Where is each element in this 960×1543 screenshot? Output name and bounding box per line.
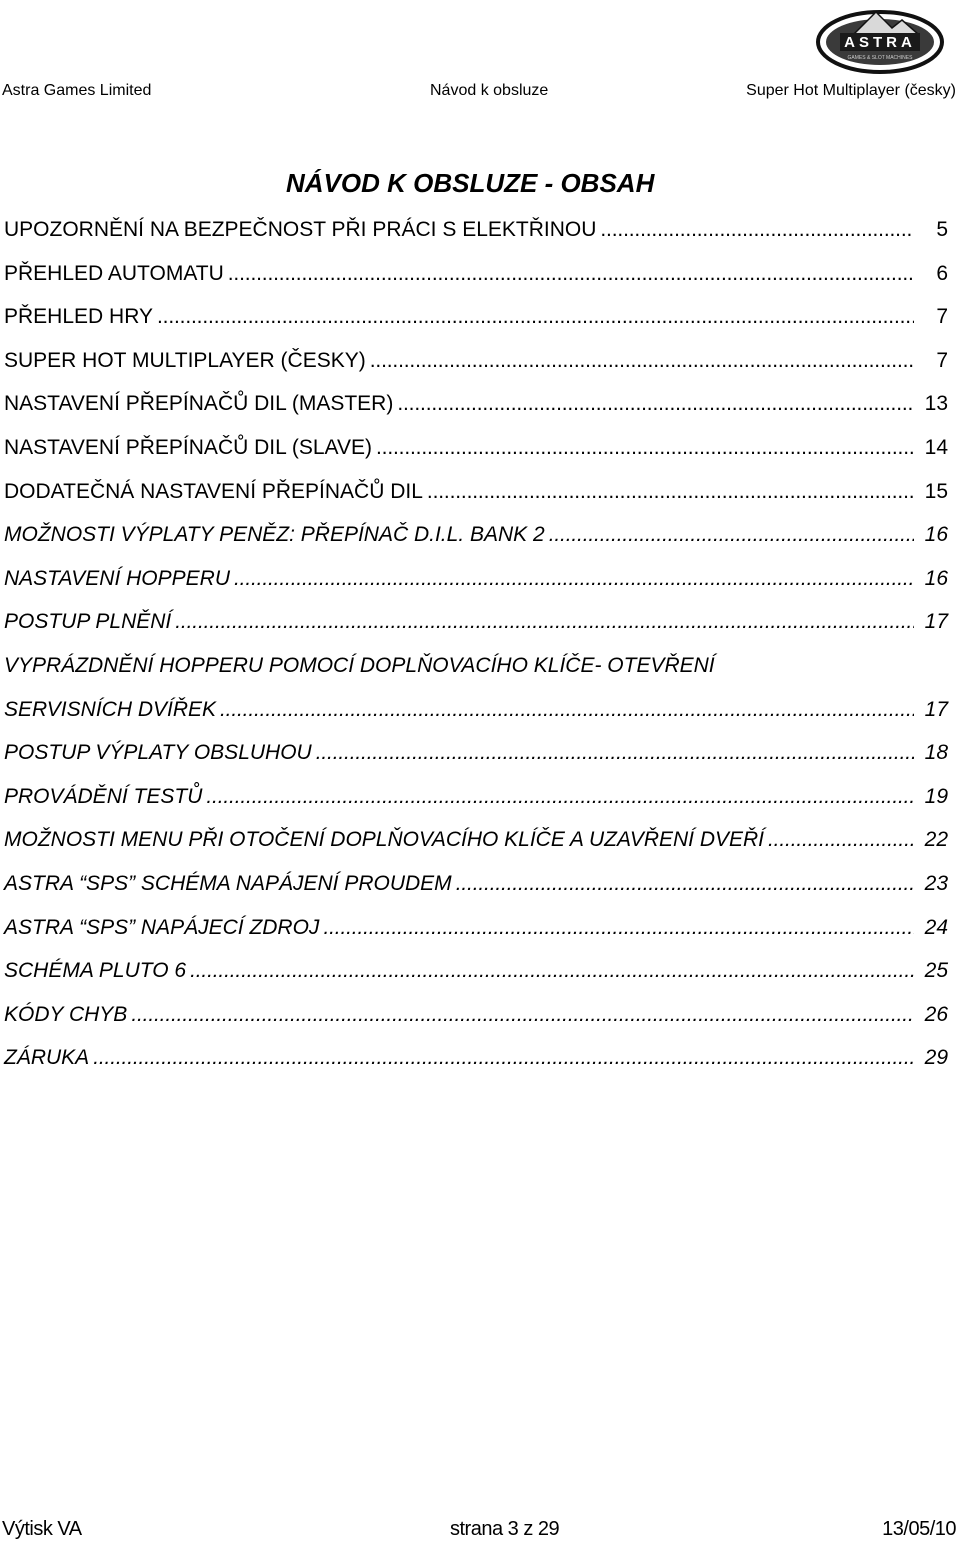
- toc-entry-label: SERVISNÍCH DVÍŘEK: [4, 697, 216, 721]
- footer-page-info: strana 3 z 29: [450, 1518, 560, 1540]
- toc-entry-label: SUPER HOT MULTIPLAYER (ČESKY): [4, 348, 366, 372]
- toc-leader-dots: [427, 474, 914, 510]
- toc-leader-dots: [175, 604, 914, 640]
- toc-leader-dots: [370, 343, 914, 379]
- toc-entry-page: 25: [924, 959, 948, 983]
- toc-entry-label: POSTUP PLNĚNÍ: [4, 610, 172, 634]
- toc-entry-label-line1: VYPRÁZDNĚNÍ HOPPERU POMOCÍ DOPLŇOVACÍHO KLÍČE- OTEVŘENÍ: [4, 653, 715, 677]
- toc-title: NÁVOD K OBSLUZE - OBSAH: [286, 168, 655, 198]
- toc-entry-page: 17: [924, 610, 948, 634]
- toc-entry[interactable]: [4, 212, 948, 256]
- toc-entry[interactable]: [4, 604, 948, 648]
- page-footer: [0, 1518, 960, 1542]
- toc-entry-label: PŘEHLED AUTOMATU: [4, 261, 224, 285]
- toc-entry-label: ASTRA “SPS” SCHÉMA NAPÁJENÍ PROUDEM: [4, 871, 452, 895]
- toc-entry-page: 15: [924, 479, 948, 503]
- toc-entry[interactable]: [4, 953, 948, 997]
- astra-logo-icon: [814, 4, 946, 76]
- toc-entry-page: 18: [924, 741, 948, 765]
- toc-leader-dots: [131, 997, 914, 1033]
- toc-leader-dots: [157, 299, 914, 335]
- toc-entry[interactable]: [4, 474, 948, 518]
- toc-entry[interactable]: [4, 386, 948, 430]
- toc-entry[interactable]: [4, 430, 948, 474]
- toc-entry[interactable]: [4, 735, 948, 779]
- toc-entry-label: POSTUP VÝPLATY OBSLUHOU: [4, 741, 312, 765]
- toc-entry-label: UPOZORNĚNÍ NA BEZPEČNOST PŘI PRÁCI S ELEKTŘINOU: [4, 218, 597, 241]
- toc-entry-page: 19: [924, 784, 948, 808]
- toc-entry-page: 13: [924, 392, 948, 416]
- toc-entry[interactable]: [4, 299, 948, 343]
- toc-leader-dots: [316, 735, 914, 771]
- table-of-contents: [4, 212, 948, 1084]
- toc-entry[interactable]: [4, 256, 948, 300]
- toc-entry[interactable]: [4, 866, 948, 910]
- toc-leader-dots: [93, 1040, 914, 1076]
- toc-leader-dots: [323, 910, 914, 946]
- toc-entry-page: 24: [924, 915, 948, 939]
- page-header: [0, 82, 960, 104]
- toc-leader-dots: [190, 953, 914, 989]
- toc-leader-dots: [549, 517, 914, 553]
- toc-entry-page: 7: [936, 305, 948, 329]
- toc-entry-page: 6: [936, 261, 948, 285]
- toc-entry[interactable]: [4, 561, 948, 605]
- toc-leader-dots: [376, 430, 914, 466]
- toc-entry[interactable]: [4, 343, 948, 387]
- toc-entry-page: 16: [924, 523, 948, 547]
- toc-entry-label: NASTAVENÍ HOPPERU: [4, 566, 230, 590]
- footer-print: Výtisk VA: [2, 1518, 82, 1540]
- toc-entry-label: KÓDY CHYB: [4, 1002, 128, 1026]
- toc-entry-label: DODATEČNÁ NASTAVENÍ PŘEPÍNAČŮ DIL: [4, 479, 423, 503]
- toc-entry-label: PŘEHLED HRY: [4, 305, 153, 329]
- toc-entry-page: 23: [924, 871, 948, 895]
- toc-leader-dots: [228, 256, 914, 292]
- header-doc-type: Návod k obsluze: [430, 82, 549, 99]
- toc-entry-page: 17: [924, 697, 948, 721]
- toc-leader-dots: [234, 561, 914, 597]
- toc-entry[interactable]: [4, 997, 948, 1041]
- toc-entry-label: ASTRA “SPS” NAPÁJECÍ ZDROJ: [4, 915, 320, 939]
- toc-entry-label: ZÁRUKA: [4, 1046, 90, 1070]
- toc-entry-page: 16: [924, 566, 948, 590]
- toc-entry-label: SCHÉMA PLUTO 6: [4, 959, 187, 983]
- toc-leader-dots: [220, 692, 914, 728]
- toc-leader-dots: [456, 866, 914, 902]
- toc-leader-dots: [600, 212, 914, 248]
- toc-entry-page: 14: [924, 435, 948, 459]
- toc-entry[interactable]: [4, 648, 948, 735]
- toc-entry[interactable]: [4, 822, 948, 866]
- header-company: Astra Games Limited: [2, 82, 152, 99]
- toc-leader-dots: [768, 822, 914, 858]
- toc-entry-label: NASTAVENÍ PŘEPÍNAČŮ DIL (SLAVE): [4, 435, 372, 459]
- toc-entry-label: PROVÁDĚNÍ TESTŮ: [4, 784, 203, 808]
- header-product: Super Hot Multiplayer (česky): [746, 82, 956, 99]
- toc-leader-dots: [206, 779, 914, 815]
- toc-entry-label: MOŽNOSTI MENU PŘI OTOČENÍ DOPLŇOVACÍHO KLÍČE A UZAVŘENÍ DVEŘÍ: [4, 828, 765, 852]
- toc-entry-page: 7: [936, 348, 948, 372]
- toc-entry[interactable]: [4, 779, 948, 823]
- toc-entry-page: 5: [936, 218, 948, 241]
- toc-entry-label: MOŽNOSTI VÝPLATY PENĚZ: PŘEPÍNAČ D.I.L. BANK 2: [4, 523, 545, 547]
- toc-entry[interactable]: [4, 1040, 948, 1084]
- logo-text: ASTRA: [844, 34, 916, 51]
- toc-entry-page: 29: [924, 1046, 948, 1070]
- toc-entry-label: NASTAVENÍ PŘEPÍNAČŮ DIL (MASTER): [4, 392, 394, 416]
- toc-entry-page: 26: [924, 1002, 948, 1026]
- footer-date: 13/05/10: [882, 1518, 956, 1540]
- toc-entry[interactable]: [4, 910, 948, 954]
- logo-tagline: GAMES & SLOT MACHINES: [847, 55, 913, 61]
- toc-entry[interactable]: [4, 517, 948, 561]
- toc-leader-dots: [397, 386, 914, 422]
- toc-entry-page: 22: [924, 828, 948, 852]
